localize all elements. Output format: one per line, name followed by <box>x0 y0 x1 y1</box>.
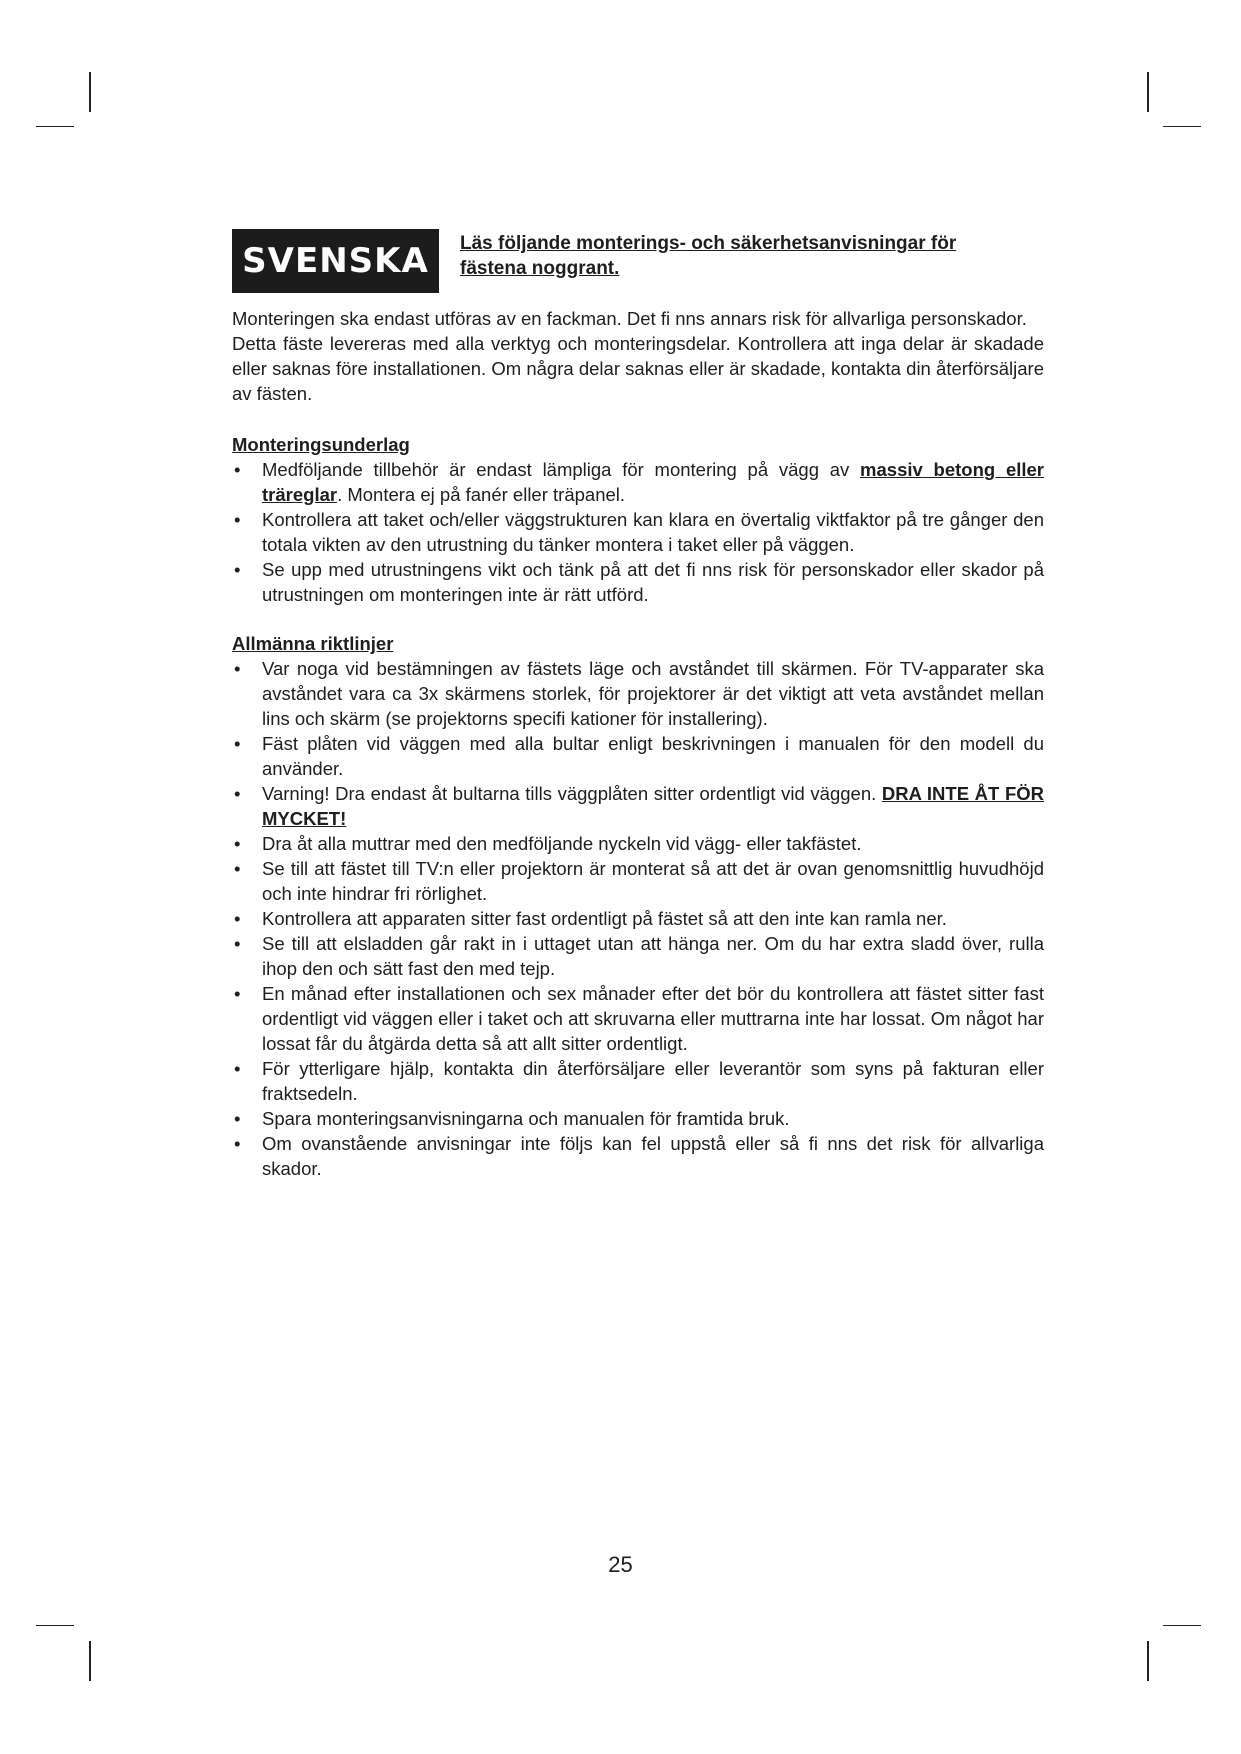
language-badge: SVENSKA <box>232 229 439 293</box>
list-item: • Se upp med utrustningens vikt och tänk på att det fi nns risk för personskador eller skador på utrustningen om monteringen inte är rätt utförd. <box>234 559 1044 605</box>
list-item: • Var noga vid bestämningen av fästets läge och avståndet till skärmen. För TV-apparater ska avståndet vara ca 3x skärmens storlek, för projektorer är det viktigt att veta avståndet mellan lins och skärm (se projektorns specifi kationer för installering). <box>234 658 1044 729</box>
bullet-icon: • <box>234 658 241 679</box>
list-item: • Se till att elsladden går rakt in i uttaget utan att hänga ner. Om du har extra sladd över, rulla ihop den och sätt fast den med tejp. <box>234 933 1044 979</box>
bullet-icon: • <box>234 933 241 954</box>
bullet-icon: • <box>234 1108 241 1129</box>
list-item: • Fäst plåten vid väggen med alla bultar enligt beskrivningen i manualen för den modell du använder. <box>234 733 1044 779</box>
header-title: Läs följande monterings- och säkerhetsanvisningar för fästena noggrant. <box>460 233 957 279</box>
list-item: • Spara monteringsanvisningarna och manualen för framtida bruk. <box>234 1108 790 1129</box>
list-item: • Om ovanstående anvisningar inte följs kan fel uppstå eller så fi nns det risk för allvarliga skador. <box>234 1133 1044 1179</box>
list-item: • För ytterligare hjälp, kontakta din återförsäljare eller leverantör som syns på fakturan eller fraktsedeln. <box>234 1058 1044 1104</box>
crop-mark-bottom-right-vertical <box>1147 1641 1149 1681</box>
list-item: • Kontrollera att apparaten sitter fast ordentligt på fästet så att den inte kan ramla ner. <box>234 908 947 929</box>
list-item: • Varning! Dra endast åt bultarna tills väggplåten sitter ordentligt vid väggen. DRA INTE ÅT FÖR MYCKET! <box>234 783 1044 829</box>
bullet-icon: • <box>234 1133 241 1154</box>
list-item: • Kontrollera att taket och/eller väggstrukturen kan klara en övertalig viktfaktor på tre gånger den totala vikten av den utrustning du tänker montera i taket eller på väggen. <box>234 509 1044 555</box>
bullet-icon: • <box>234 1058 241 1079</box>
crop-mark-bottom-left-horizontal <box>36 1625 74 1626</box>
crop-mark-bottom-right-horizontal <box>1163 1625 1201 1626</box>
crop-mark-top-left-horizontal <box>36 126 74 127</box>
bullet-icon: • <box>234 983 241 1004</box>
bullet-icon: • <box>234 783 241 804</box>
crop-mark-top-right-vertical <box>1147 72 1149 112</box>
mounting-list <box>232 457 1044 607</box>
page-content <box>232 306 1044 1181</box>
bullet-icon: • <box>234 509 241 530</box>
list-item: • En månad efter installationen och sex månader efter det bör du kontrollera att fästet sitter fast ordentligt vid väggen eller i taket och att skruvarna eller muttrarna inte har lossat. Om något har lossat får du åtgärda detta så att allt sitter ordentligt. <box>234 983 1044 1054</box>
section-heading-mounting: Monteringsunderlag <box>232 434 410 455</box>
crop-mark-bottom-left-vertical <box>89 1641 91 1681</box>
section-heading-general: Allmänna riktlinjer <box>232 633 394 654</box>
bullet-icon: • <box>234 459 241 480</box>
bullet-icon: • <box>234 833 241 854</box>
list-item: • Se till att fästet till TV:n eller projektorn är monterat så att det är ovan genomsnittlig huvudhöjd och inte hindrar fri rörlighet. <box>234 858 1044 904</box>
page-number: 25 <box>608 1552 633 1577</box>
bullet-icon: • <box>234 733 241 754</box>
intro-paragraph-1: Monteringen ska endast utföras av en fackman. Det fi nns annars risk för allvarliga personskador. <box>232 308 1027 329</box>
intro-paragraph-2: Detta fäste levereras med alla verktyg och monteringsdelar. Kontrollera att inga delar är skadade eller saknas före installationen. Om några delar saknas eller är skadade, kontakta din återförsäljare av fästen. <box>232 333 1044 404</box>
bullet-icon: • <box>234 858 241 879</box>
emphasis-text: massiv betong eller träreglar <box>262 459 1044 505</box>
list-item: • Medföljande tillbehör är endast lämpliga för montering på vägg av massiv betong eller träreglar. Montera ej på fanér eller träpanel. <box>234 459 1044 505</box>
warning-emphasis: DRA INTE ÅT FÖR MYCKET! <box>262 783 1044 829</box>
list-item: • Dra åt alla muttrar med den medföljande nyckeln vid vägg- eller takfästet. <box>234 833 862 854</box>
page-header <box>232 229 1052 293</box>
general-list <box>232 656 1044 1181</box>
bullet-icon: • <box>234 559 241 580</box>
bullet-icon: • <box>234 908 241 929</box>
crop-mark-top-left-vertical <box>89 72 91 112</box>
crop-mark-top-right-horizontal <box>1163 126 1201 127</box>
